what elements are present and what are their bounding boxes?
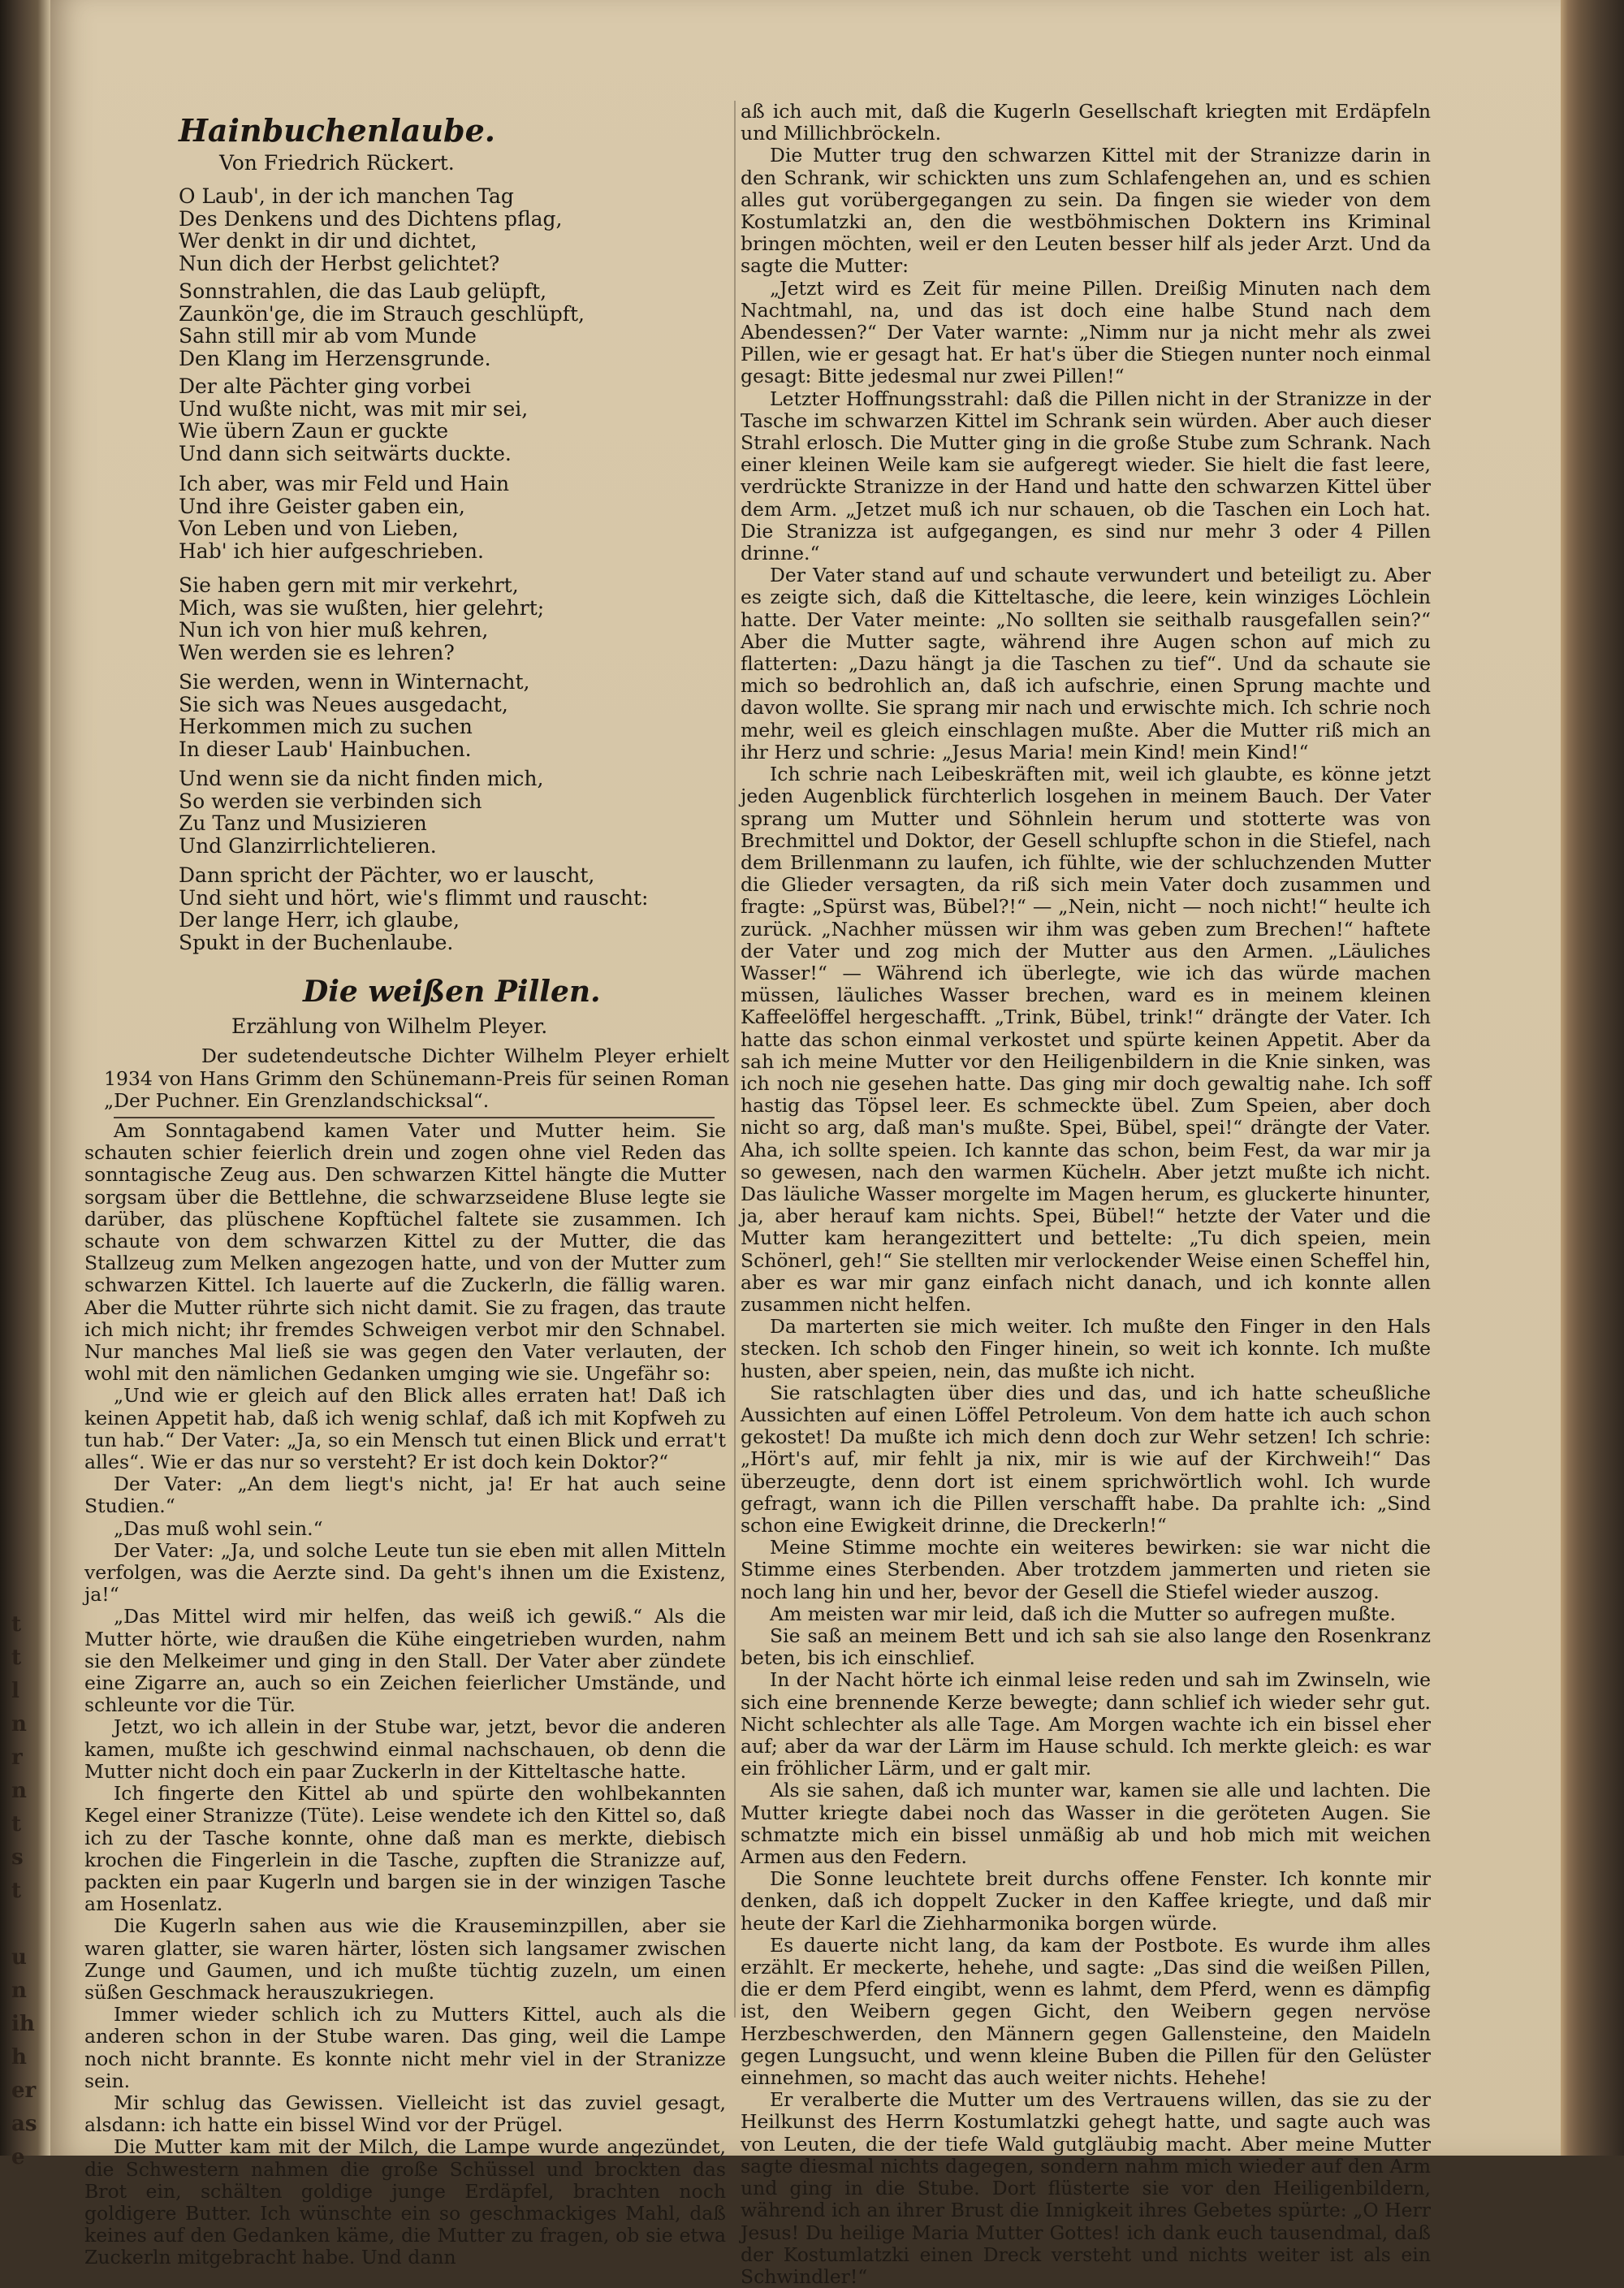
poem-line: Spukt in der Buchenlaube.	[179, 930, 454, 954]
story-paragraph: Die Mutter trug den schwarzen Kittel mit der Stranizze darin in den Schrank, wir schickten uns zum Schlafengehen an, und es schien alles gut vorübergegangen zu sein. Da fingen sie wieder von dem Kostumlatzki an, den die westböhmischen Doktern ins Kriminal bringen möchten, weil er den Leuten besser hilf als jeder Arzt. Und da sagte die Mutter:	[741, 144, 1431, 278]
story-paragraph: Die Kugerln sahen aus wie die Krauseminzpillen, aber sie waren glatter, sie waren härter, lösten sich langsamer zwischen Zunge und Gaumen, und ich mußte tüchtig zuzeln, um einen süßen Geschmack herauszukriegen.	[84, 1914, 726, 2004]
poem-stanza	[179, 864, 682, 954]
spine-letter: n	[11, 1979, 27, 2003]
spine-letter: t	[11, 1646, 22, 1670]
poem-stanza	[179, 473, 682, 562]
poem-line: Dann spricht der Pächter, wo er lauscht,	[179, 863, 595, 887]
poem-line: Wie übern Zaun er guckte	[179, 419, 449, 443]
story-paragraph: Der Vater: „An dem liegt's nicht, ja! Er hat auch seine Studien.“	[84, 1473, 726, 1518]
poem-stanza	[179, 185, 682, 275]
poem-line: Und ihre Geister gaben ein,	[179, 494, 465, 518]
spine-letter: r	[11, 1745, 23, 1770]
poem-line: Wen werden sie es lehren?	[179, 640, 455, 664]
poem-line: Sie werden, wenn in Winternacht,	[179, 670, 530, 694]
poem-line: Der alte Pächter ging vorbei	[179, 374, 471, 398]
poem-line: Sie sich was Neues ausgedacht,	[179, 692, 508, 716]
spine-letter: h	[11, 2045, 27, 2070]
spine-text-fragment	[11, 1608, 36, 2174]
column-divider	[734, 101, 736, 2018]
divider-rule	[114, 1117, 715, 1118]
poem-line: Wer denkt in dir und dichtet,	[179, 229, 477, 253]
story-column-left	[84, 1120, 726, 2269]
poem-line: Ich aber, was mir Feld und Hain	[179, 472, 510, 495]
story-paragraph: Sie saß an meinem Bett und ich sah sie also lange den Rosenkranz beten, bis ich einschlief.	[741, 1624, 1431, 1670]
story-column-right	[741, 101, 1431, 2288]
story-paragraph: Sie ratschlagten über dies und das, und ich hatte scheußliche Aussichten auf einen Löffel Petroleum. Von dem hatte ich auch schon gekostet! Da mußte ich mich denn doch zur Wehr setzen! Ich schrie: „Hört's auf, mir fehlt ja nix, mir is wie auf der Kirchweih!“ Das überzeugte, denn dort ist einem sprichwörtlich wohl. Ich wurde gefragt, wann ich die Pillen verschafft habe. Da prahlte ich: „Sind schon eine Ewigkeit drinne, die Dreckerln!“	[741, 1381, 1431, 1537]
poem-line: Sonnstrahlen, die das Laub gelüpft,	[179, 279, 547, 303]
poem-line: Und wußte nicht, was mit mir sei,	[179, 396, 529, 421]
story-paragraph: Letzter Hoffnungsstrahl: daß die Pillen nicht in der Stranizze in der Tasche im schwarzen Kittel im Schrank sein würden. Aber auch dieser Strahl erlosch. Die Mutter ging in die große Stube zum Schrank. Nach einer kleinen Weile kam sie aufgeregt wieder. Sie hielt die fast leere, verdrückte Stranizze in der Hand und hatte den schwarzen Kittel über dem Arm. „Jetzet muß ich nur schauen, ob die Taschen ein Loch hat. Die Stranizza ist aufgegangen, es sind nur mehr 3 oder 4 Pillen drinne.“	[741, 387, 1431, 565]
story-intro: Der sudetendeutsche Dichter Wilhelm Pleyer erhielt 1934 von Hans Grimm den Schünemann-Preis für seinen Roman „Der Puchner. Ein Grenzlandschicksal“.	[104, 1045, 729, 1112]
spine-letter: u	[11, 1945, 27, 1970]
poem-stanza	[179, 280, 682, 370]
story-title: Die weißen Pillen.	[303, 975, 601, 1009]
poem-line: O Laub', in der ich manchen Tag	[179, 184, 514, 208]
poem-line: Und Glanzirrlichtelieren.	[179, 833, 437, 858]
poem-line: Hab' ich hier aufgeschrieben.	[179, 538, 484, 563]
poem-line: Und sieht und hört, wie's flimmt und rauscht:	[179, 885, 649, 910]
spine-letter: l	[11, 1679, 19, 1703]
story-paragraph: Am Sonntagabend kamen Vater und Mutter heim. Sie schauten schier feierlich drein und zogen ohne viel Reden das sonntagische Zeug aus. Den schwarzen Kittel hängte die Mutter sorgsam über die Bettlehne, die schwarzseidene Bluse legte sie darüber, das plüschene Kopftüchel faltete sie zusammen. Ich schaute von dem schwarzen Kittel zu der Mutter, die das Stallzeug zum Melken angezogen hatte, und von der Mutter zum schwarzen Kittel. Ich lauerte auf die Zuckerln, die fällig waren. Aber die Mutter rührte sich nicht damit. Sie zu fragen, das traute ich mich nicht; ihr fremdes Schweigen verbot mir den Schnabel. Nur manches Mal ließ sie was gegen den Vater verlauten, der wohl mit den nämlichen Gedanken umging wie sie. Ungefähr so:	[84, 1119, 726, 1386]
poem-line: Nun dich der Herbst gelichtet?	[179, 251, 500, 275]
poem-line: Sahn still mir ab vom Munde	[179, 324, 477, 348]
spine-letter: as	[11, 2112, 37, 2136]
poem-line: So werden sie verbinden sich	[179, 789, 482, 813]
spine-letter: t	[11, 1812, 22, 1836]
spine-letter: s	[11, 1845, 24, 1870]
poem-line: Des Denkens und des Dichtens pflag,	[179, 206, 563, 231]
story-paragraph: „Jetzt wird es Zeit für meine Pillen. Dreißig Minuten nach dem Nachtmahl, na, und das ist doch eine halbe Stund nach dem Abendessen?“ Der Vater warnte: „Nimm nur ja nicht mehr als zwei Pillen, wie er gesagt hat. Er hat's über die Stiegen nunter noch einmal gesagt: Bitte jedesmal nur zwei Pillen!“	[741, 276, 1431, 388]
story-paragraph: Meine Stimme mochte ein weiteres bewirken: sie war nicht die Stimme eines Sterbenden. Aber trotzdem jammerten und rieten sie noch lang hin und her, bevor der Gesell die Stiefel wieder auszog.	[741, 1536, 1431, 1603]
poem-line: Zaunkön'ge, die im Strauch geschlüpft,	[179, 301, 585, 326]
poem-byline: Von Friedrich Rückert.	[219, 151, 455, 175]
story-paragraph: „Das Mittel wird mir helfen, das weiß ich gewiß.“ Als die Mutter hörte, wie draußen die Kühe eingetrieben wurden, nahm sie den Melkeimer und ging in den Stall. Der Vater aber zündete eine Zigarre an, auch so ein Zeichen feierlicher Umstände, und schleunte vor die Tür.	[84, 1605, 726, 1717]
poem-stanza	[179, 768, 682, 857]
story-paragraph: Die Sonne leuchtete breit durchs offene Fenster. Ich konnte mir denken, daß ich doppelt Zucker in den Kaffee kriegte, und daß mir heute der Karl die Ziehharmonika borgen würde.	[741, 1867, 1431, 1935]
poem-line: Und wenn sie da nicht finden mich,	[179, 767, 544, 790]
poem-line: Mich, was sie wußten, hier gelehrt;	[179, 595, 545, 620]
poem-line: Nun ich von hier muß kehren,	[179, 618, 489, 642]
spine-letter: n	[11, 1712, 27, 1737]
story-paragraph: Die Mutter kam mit der Milch, die Lampe wurde angezündet, die Schwestern nahmen die große Schüssel und brockten das Brot ein, schälten goldige junge Erdäpfel, brachten noch goldigere Butter. Ich wünschte ein so geschmackiges Mahl, daß keines auf den Gedanken käme, die Mutter zu fragen, ob sie etwa Zuckerln mitgebracht habe. Und dann	[84, 2135, 726, 2269]
story-paragraph: Ich schrie nach Leibeskräften mit, weil ich glaubte, es könne jetzt jeden Augenblick fürchterlich losgehen in meinem Bauch. Der Vater sprang um Mutter und Söhnlein herum und stotterte was von Brechmittel und Doktor, der Gesell schlupfte schon in die Stiefel, nach dem Brillenmann zu laufen, ich fühlte, wie der schluchzenden Mutter die Glieder versagten, da riß sich mein Vater doch zusammen und fragte: „Spürst was, Bübel?!“ — „Nein, nicht — noch nicht!“ heulte ich zurück. „Nachher müssen wir ihm was geben zum Brechen!“ haftete der Vater und zog mich der Mutter aus den Armen. „Läuliches Wasser!“ — Während ich überlegte, wie ich das würde machen müssen, läuliches Wasser brechen, ward es in meinem kleinen Kaffeelöffel hergeschafft. „Trink, Bübel, trink!“ drängte der Vater. Ich hatte das schon einmal verkostet und spürte keinen Appetit. Aber da sah ich meine Mutter vor den Heiligenbildern in die Knie sinken, was ich noch nie gesehen hatte. Das ging mir doch gewaltig nahe. Ich soff hastig das Töpsel leer. Es schmeckte übel. Zum Speien, aber doch nicht so arg, daß man's mußte. Spei, Bübel, spei!“ drängte der Vater. Aha, ich sollte speien. Ich kannte das schon, beim Fest, da war mir ja so gewesen, nach den warmen Küchelн. Aber jetzt mußte ich nicht. Das läuliche Wasser morgelte im Magen herum, es gluckerte hinunter, ja, aber herauf kam nichts. Spei, Bübel!“ hetzte der Vater und die Mutter kam herangezittert und bettelte: „Tu dich speien, mein Schönerl, geh!“ Sie stellten mir verlockender Weise einen Scheffel hin, aber es war mir ganz einfach nicht danach, und ich konnte allen zusammen nicht helfen.	[741, 763, 1431, 1316]
poem-stanza	[179, 375, 682, 465]
story-paragraph: Mir schlug das Gewissen. Vielleicht ist das zuviel gesagt, alsdann: ich hatte ein bissel Wind vor der Prügel.	[84, 2091, 726, 2137]
story-paragraph: aß ich auch mit, daß die Kugerln Gesellschaft kriegten mit Erdäpfeln und Millichbröckeln.	[741, 100, 1431, 145]
spine-letter: ih	[11, 2012, 35, 2036]
story-byline: Erzählung von Wilhelm Pleyer.	[231, 1014, 548, 1038]
story-paragraph: Der Vater: „Ja, und solche Leute tun sie eben mit allen Mitteln verfolgen, was die Aerzte sind. Da geht's ihnen um die Existenz, ja!“	[84, 1538, 726, 1607]
story-paragraph: „Und wie er gleich auf den Blick alles erraten hat! Daß ich keinen Appetit hab, daß ich wenig schlaf, daß ich mit Kopfweh zu tun hab.“ Der Vater: „Ja, so ein Mensch tut einen Blick und errat't alles“. Wie er das nur so versteht? Er ist doch kein Doktor?“	[84, 1384, 726, 1474]
story-paragraph: Es dauerte nicht lang, da kam der Postbote. Es wurde ihm alles erzählt. Er meckerte, hehehe, und sagte: „Das sind die weißen Pillen, die er dem Pferd eingibt, wenn es lahmt, dem Pferd, wenn es dämpfig ist, den Weibern gegen Gicht, den Weibern gegen nervöse Herzbeschwerden, den Männern gegen Gallensteine, den Maideln gegen Lungsucht, und wenn kleine Buben die Pillen für den Gelüster einnehmen, so macht das auch weiter nichts. Hehehe!	[741, 1933, 1431, 2090]
story-paragraph: Jetzt, wo ich allein in der Stube war, jetzt, bevor die anderen kamen, mußte ich geschwind einmal nachschauen, ob denn die Mutter nicht doch ein paar Zuckerln in der Kitteltasche hatte.	[84, 1715, 726, 1783]
poem-stanza	[179, 574, 682, 664]
story-paragraph: In der Nacht hörte ich einmal leise reden und sah im Zwinseln, wie sich eine brennende Kerze bewegte; dann schlief ich wieder sehr gut. Nicht schlechter als alle Tage. Am Morgen wachte ich ein bissel eher auf; aber da war der Lärm im Hause schuld. Ich merkte gleich: es war ein fröhlicher Lärm, und er galt mir.	[741, 1668, 1431, 1780]
poem-line: Zu Tanz und Musizieren	[179, 811, 427, 835]
story-paragraph: Da marterten sie mich weiter. Ich mußte den Finger in den Hals stecken. Ich schob den Finger hinein, so weit ich konnte. Ich mußte husten, aber speien, nein, das mußte ich nicht.	[741, 1315, 1431, 1382]
spine-letter: t	[11, 1879, 22, 1903]
poem-stanza	[179, 671, 682, 760]
book-spine	[0, 0, 50, 2169]
story-paragraph: Als sie sahen, daß ich munter war, kamen sie alle und lachten. Die Mutter kriegte dabei noch das Wasser in die geröteten Augen. Sie schmatzte mich ein bissel unmäßig ab und hob mich mit weichen Armen aus den Federn.	[741, 1779, 1431, 1869]
poem-line: Der lange Herr, ich glaube,	[179, 908, 460, 932]
poem-line: Den Klang im Herzensgrunde.	[179, 346, 491, 370]
poem-line: Sie haben gern mit mir verkehrt,	[179, 573, 519, 597]
poem-line: Herkommen mich zu suchen	[179, 715, 473, 738]
spine-letter	[11, 1908, 36, 1941]
story-paragraph: Ich fingerte den Kittel ab und spürte den wohlbekannten Kegel einer Stranizze (Tüte). Leise wendete ich den Kittel so, daß ich zu der Tasche konnte, ohne daß man es merkte, diebisch krochen die Fingerlein in die Tasche, zupften die Stranizze auf, packten ein paar Kugerln und bargen sie in der winzigen Tasche am Hosenlatz.	[84, 1782, 726, 1916]
poem-line: Von Leben und von Lieben,	[179, 517, 459, 540]
story-paragraph: „Das muß wohl sein.“	[114, 1516, 323, 1540]
story-paragraph: Der Vater stand auf und schaute verwundert und beteiligt zu. Aber es zeigte sich, daß die Kitteltasche, die leere, kein winziges Löchlein hatte. Der Vater meinte: „No sollten sie seithalb rausgefallen sein?“ Aber die Mutter sagte, während ihre Augen schon auf mich zu flatterten: „Dazu hängt ja die Taschen zu tief“. Und da schaute sie mich so bedrohlich an, daß ich aufschrie, einen Sprung machte und davon wollte. Sie sprang mir nach und erwischte mich. Ich schrie noch mehr, weil es gleich einschlagen mußte. Aber die Mutter riß mich an ihr Herz und schrie: „Jesus Maria! mein Kind! mein Kind!“	[741, 564, 1431, 763]
poem-line: Und dann sich seitwärts duckte.	[179, 441, 512, 465]
spine-letter: n	[11, 1779, 27, 1803]
spine-letter: e	[11, 2145, 25, 2169]
story-paragraph: Immer wieder schlich ich zu Mutters Kittel, auch als die anderen schon in der Stube waren. Das ging, weil die Lampe noch nicht brannte. Es konnte nicht mehr viel in der Stranizze sein.	[84, 2003, 726, 2092]
binding-edge	[1561, 0, 1624, 2156]
story-paragraph: Am meisten war mir leid, daß ich die Mutter so aufregen mußte.	[770, 1602, 1396, 1625]
story-paragraph: Er veralberte die Mutter um des Vertrauens willen, das sie zu der Heilkunst des Herrn Kostumlatzki gehegt hatte, und sagte auch was von Leuten, die der tiefe Wald gutgläubig macht. Aber meine Mutter sagte diesmal nichts dagegen, sondern nahm mich wieder auf den Arm und ging in die Stube. Dort flüsterte sie vor den Heiligenbildern, während ich an ihrer Brust die Innigkeit ihres Gebetes spürte: „O Herr Jesus! Du heilige Maria Mutter Gottes! ich dank euch tausendmal, daß der Kostumlatzki einen Dreck versteht und nichts weiter ist als ein Schwindler!“	[741, 2088, 1431, 2288]
spine-letter: er	[11, 2078, 37, 2103]
poem-line: In dieser Laub' Hainbuchen.	[179, 737, 472, 761]
poem-title: Hainbuchenlaube.	[179, 112, 496, 149]
spine-letter: t	[11, 1612, 22, 1637]
